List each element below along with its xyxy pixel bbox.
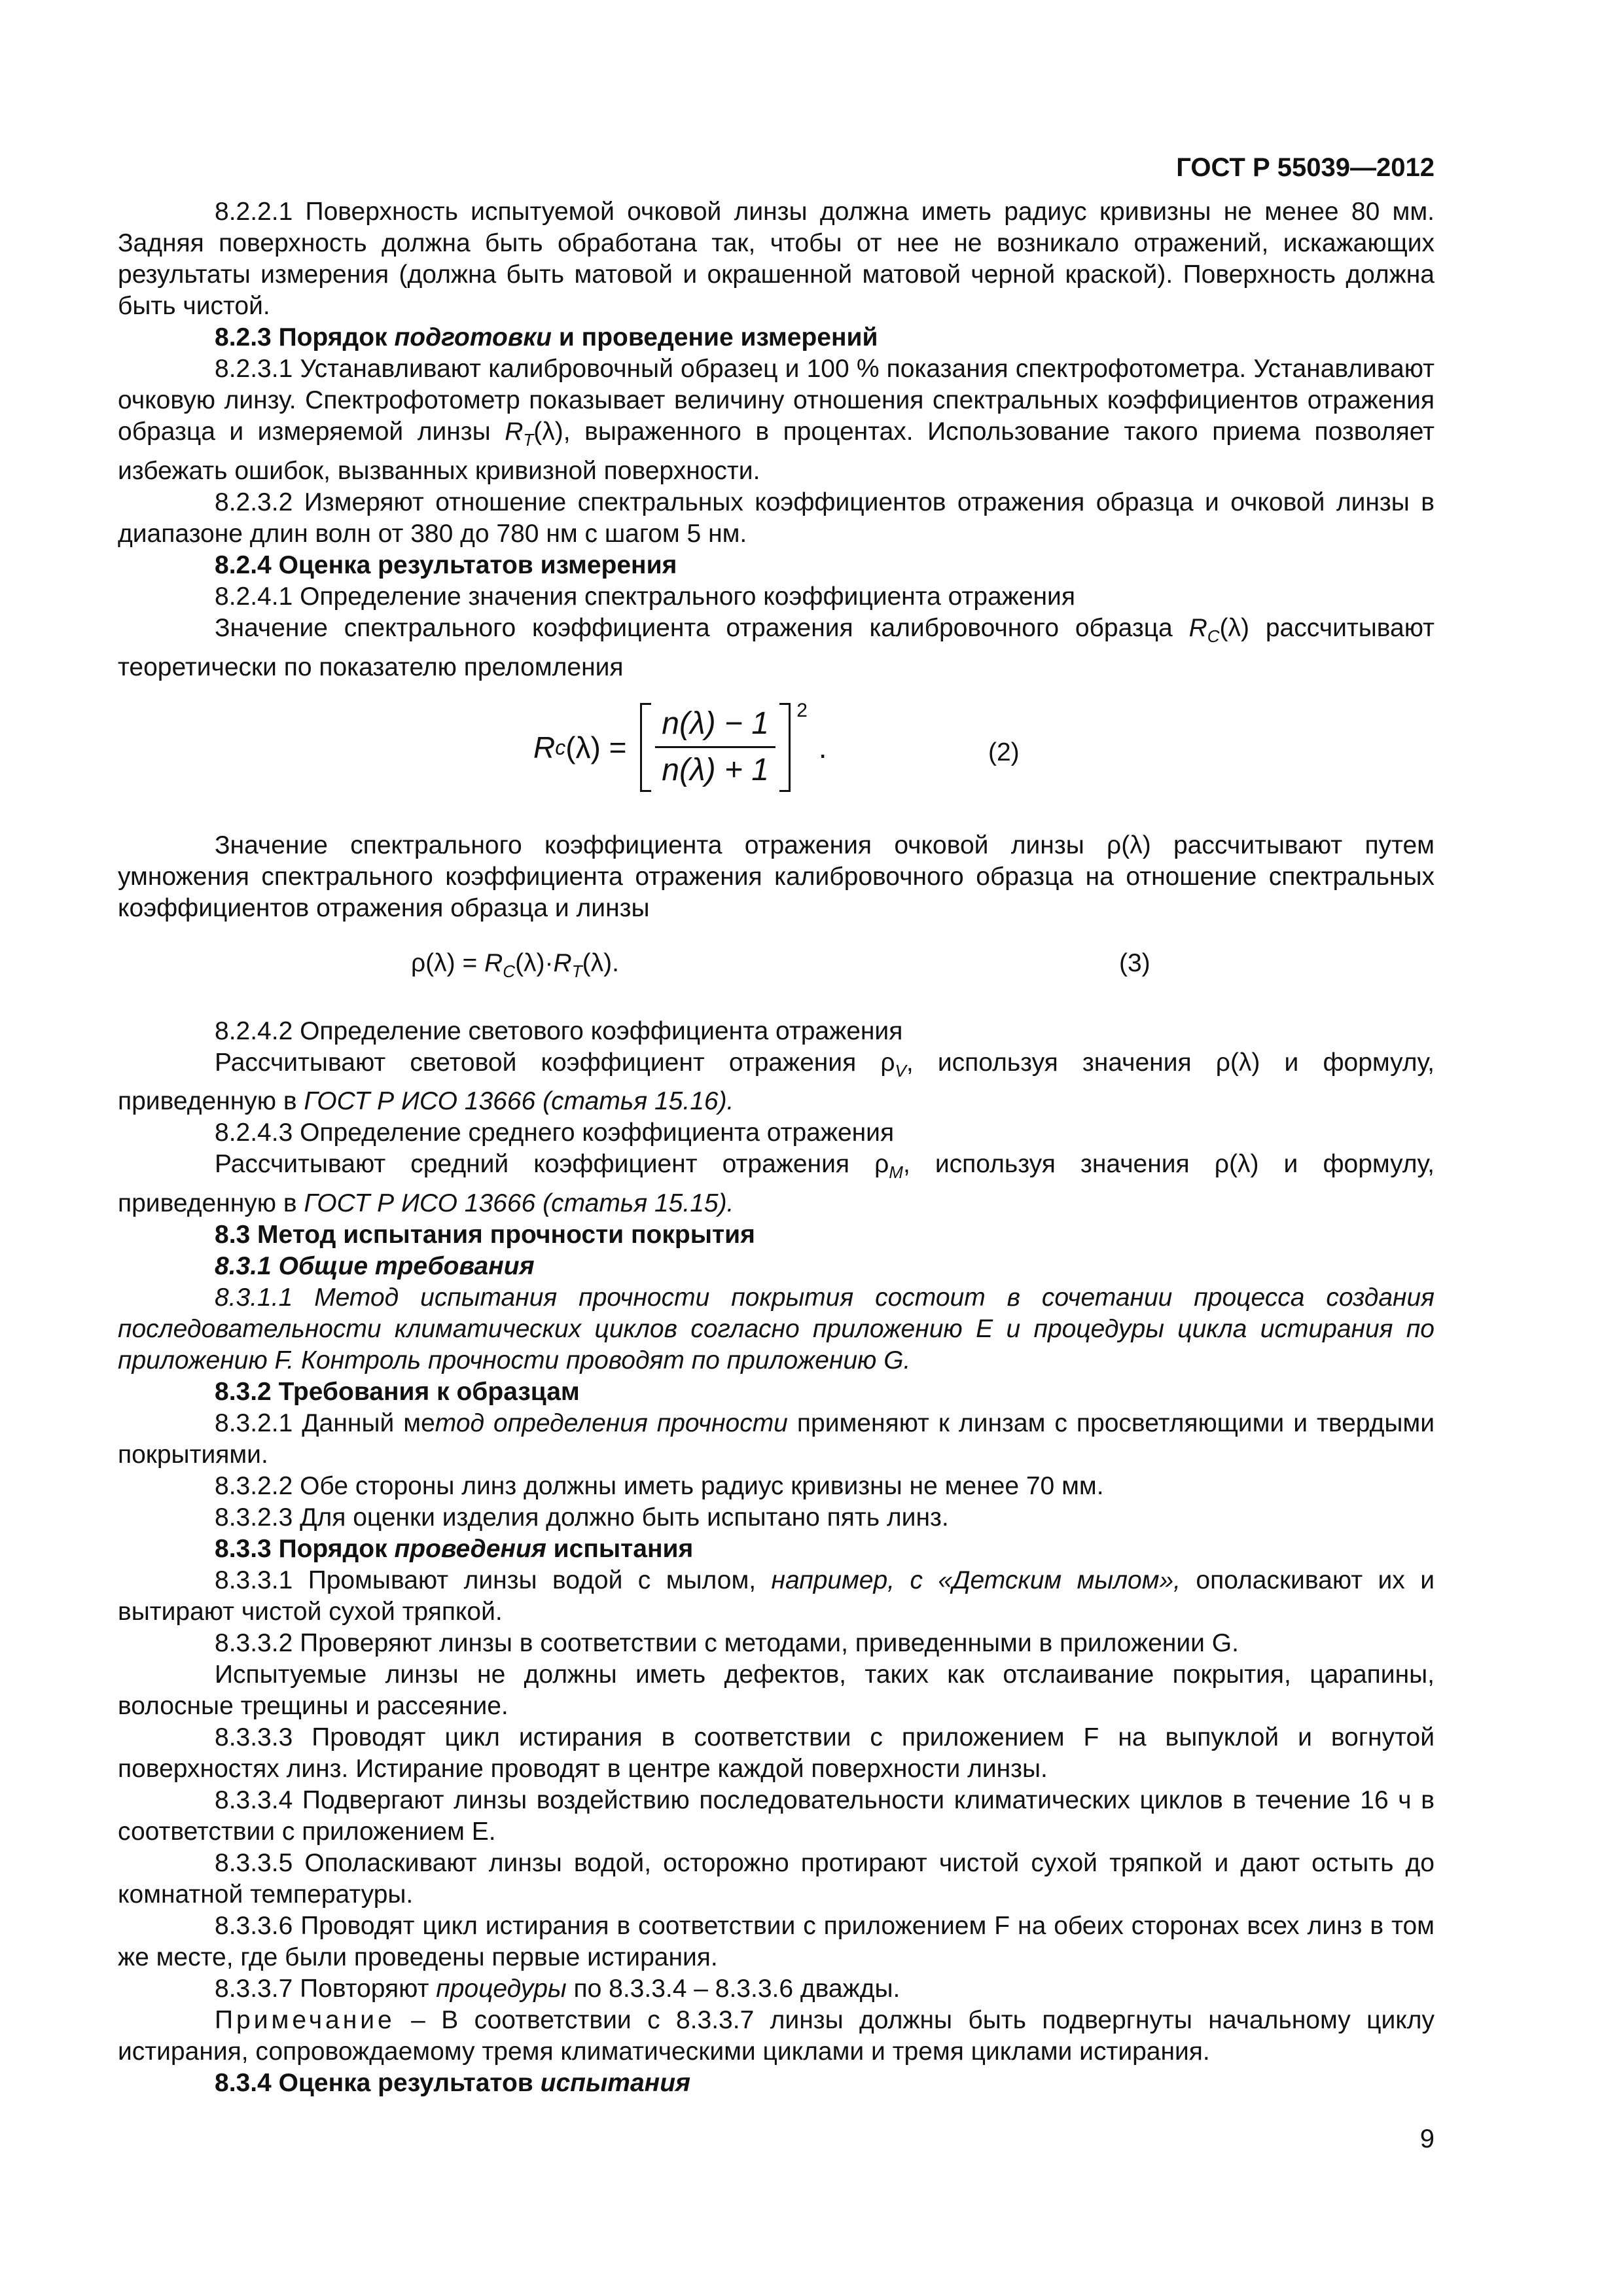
paragraph-rho-m: Рассчитывают средний коэффициент отражения $\rho_M$, используя значения ρ(λ) и формулу, приведенную в ГОСТ Р ИСО 13666 (статья 15.15). — [118, 1150, 1435, 1218]
equation-number-3: (3) — [1119, 948, 1150, 977]
heading-8-2-4: 8.2.4 Оценка результатов измерения — [215, 550, 677, 579]
paragraph-rho-v: Рассчитывают световой коэффициент отражения $\rho_V$, используя значения ρ(λ) и формулу, приведенную в ГОСТ Р ИСО 13666 (статья 15.16). — [118, 1048, 1435, 1116]
formula-2-row — [118, 690, 1435, 821]
fraction — [651, 704, 779, 790]
note-label: Примечание — [215, 2006, 395, 2035]
paragraph-rc-intro: Значение спектрального коэффициента отражения калибровочного образца $R_C(\lambda)$ рассчитывают теоретически по показателю преломления — [118, 613, 1435, 681]
heading-8-2-3: 8.2.3 Порядок подготовки и проведение измерений — [215, 323, 878, 351]
heading-8-3-1: 8.3.1 Общие требования — [215, 1252, 535, 1281]
paragraph-8-3-3-1: 8.3.3.1 Промывают линзы водой с мылом, например, с «Детским мылом», ополаскивают их и вытирают чистой сухой тряпкой. — [118, 1566, 1435, 1626]
page-number: 9 — [1419, 2125, 1435, 2153]
denominator: n(λ) + 1 — [662, 753, 769, 788]
exponent: 2 — [796, 699, 808, 721]
document-body — [118, 196, 1435, 2099]
paragraph-8-3-3-6: 8.3.3.6 Проводят цикл истирания в соответствии с приложением F на обеих сторонах всех линз в том же месте, где были проведены первые истирания. — [118, 1912, 1435, 1972]
heading-8-3-3: 8.3.3 Порядок проведения испытания — [215, 1535, 694, 1564]
heading-8-3: 8.3 Метод испытания прочности покрытия — [215, 1221, 755, 1249]
numerator: n(λ) − 1 — [655, 704, 776, 748]
paragraph-8-3-2-3: 8.3.2.3 Для оценки изделия должно быть испытано пять линз. — [215, 1503, 949, 1532]
formula-3: $\rho(\lambda) = R_C(\lambda)\cdot R_T(\lambda)$. — [411, 948, 619, 981]
paragraph-rho-intro: Значение спектрального коэффициента отражения очковой линзы ρ(λ) рассчитывают путем умножения спектрального коэффициента отражения калибровочного образца на отношение спектральных коэффициентов отражения образца и линзы — [118, 831, 1435, 922]
note-paragraph: Примечание – В соответствии с 8.3.3.7 линзы должны быть подвергнуты начальному циклу истирания, сопровождаемому тремя климатическими циклами и тремя циклами истирания. — [118, 2006, 1435, 2066]
paragraph-defects: Испытуемые линзы не должны иметь дефектов, таких как отслаивание покрытия, царапины, волосные трещины и рассеяние. — [118, 1660, 1435, 1721]
paragraph-8-3-3-2: 8.3.3.2 Проверяют линзы в соответствии с методами, приведенными в приложении G. — [215, 1629, 1239, 1658]
equation-number-2: (2) — [988, 738, 1020, 766]
paragraph-8-3-2-2: 8.3.2.2 Обе стороны линз должны иметь радиус кривизны не менее 70 мм. — [215, 1472, 1104, 1501]
formula-3-row — [118, 933, 1435, 996]
right-bracket — [779, 703, 791, 792]
paragraph-8-2-3-2: 8.2.3.2 Измеряют отношение спектральных коэффициентов отражения образца и очковой линзы в диапазоне длин волн от 380 до 780 нм с шагом 5 нм. — [118, 488, 1435, 548]
formula-2: Rc(λ) = $\frac{n(\lambda) - 1}{n(\lambda) + 1}$ 2 . — [533, 703, 827, 792]
paragraph-8-3-3-7: 8.3.3.7 Повторяют процедуры по 8.3.3.4 – 8.3.3.6 дважды. — [215, 1975, 901, 2003]
paragraph-8-3-3-4: 8.3.3.4 Подвергают линзы воздействию последовательности климатических циклов в течение 16 ч в соответствии с приложением E. — [118, 1786, 1435, 1846]
paragraph-8-3-3-5: 8.3.3.5 Ополаскивают линзы водой, осторожно протирают чистой сухой тряпкой и дают остыть до комнатной температуры. — [118, 1849, 1435, 1909]
heading-8-3-2: 8.3.2 Требования к образцам — [215, 1378, 580, 1407]
document-page — [118, 0, 1435, 2296]
paragraph-8-2-4-3: 8.2.4.3 Определение среднего коэффициента отражения — [215, 1119, 895, 1147]
paragraph-8-2-4-1: 8.2.4.1 Определение значения спектрального коэффициента отражения — [215, 582, 1075, 611]
heading-8-3-4: 8.3.4 Оценка результатов испытания — [215, 2069, 690, 2098]
left-bracket — [640, 703, 651, 792]
paragraph-8-2-2-1: 8.2.2.1 Поверхность испытуемой очковой линзы должна иметь радиус кривизны не менее 80 мм. Задняя поверхность должна быть обработана так, чтобы от нее не возникало отражений, искажающих результаты измерения (должна быть матовой и окрашенной матовой черной краской). Поверхность должна быть чистой. — [118, 198, 1435, 320]
document-header: ГОСТ Р 55039—2012 — [1176, 153, 1435, 182]
paragraph-8-3-1-1: 8.3.1.1 Метод испытания прочности покрытия состоит в сочетании процесса создания последовательности климатических циклов согласно приложению E и процедуры цикла истирания по приложению F. Контроль прочности проводят по приложению G. — [118, 1283, 1435, 1375]
paragraph-8-3-3-3: 8.3.3.3 Проводят цикл истирания в соответствии с приложением F на выпуклой и вогнутой поверхностях линз. Истирание проводят в центре каждой поверхности линзы. — [118, 1723, 1435, 1784]
paragraph-8-2-4-2: 8.2.4.2 Определение светового коэффициента отражения — [215, 1016, 903, 1045]
paragraph-8-3-2-1: 8.3.2.1 Данный метод определения прочности применяют к линзам с просветляющими и твердыми покрытиями. — [118, 1409, 1435, 1469]
paragraph-8-2-3-1: 8.2.3.1 Устанавливают калибровочный образец и 100 % показания спектрофотометра. Устанавливают очковую линзу. Спектрофотометр показывает величину отношения спектральных коэффициентов отражения образца и измеряемой линзы $R_T(\lambda)$, выраженного в процентах. Использование такого приема позволяет избежать ошибок, вызванных кривизной поверхности. — [118, 355, 1435, 485]
